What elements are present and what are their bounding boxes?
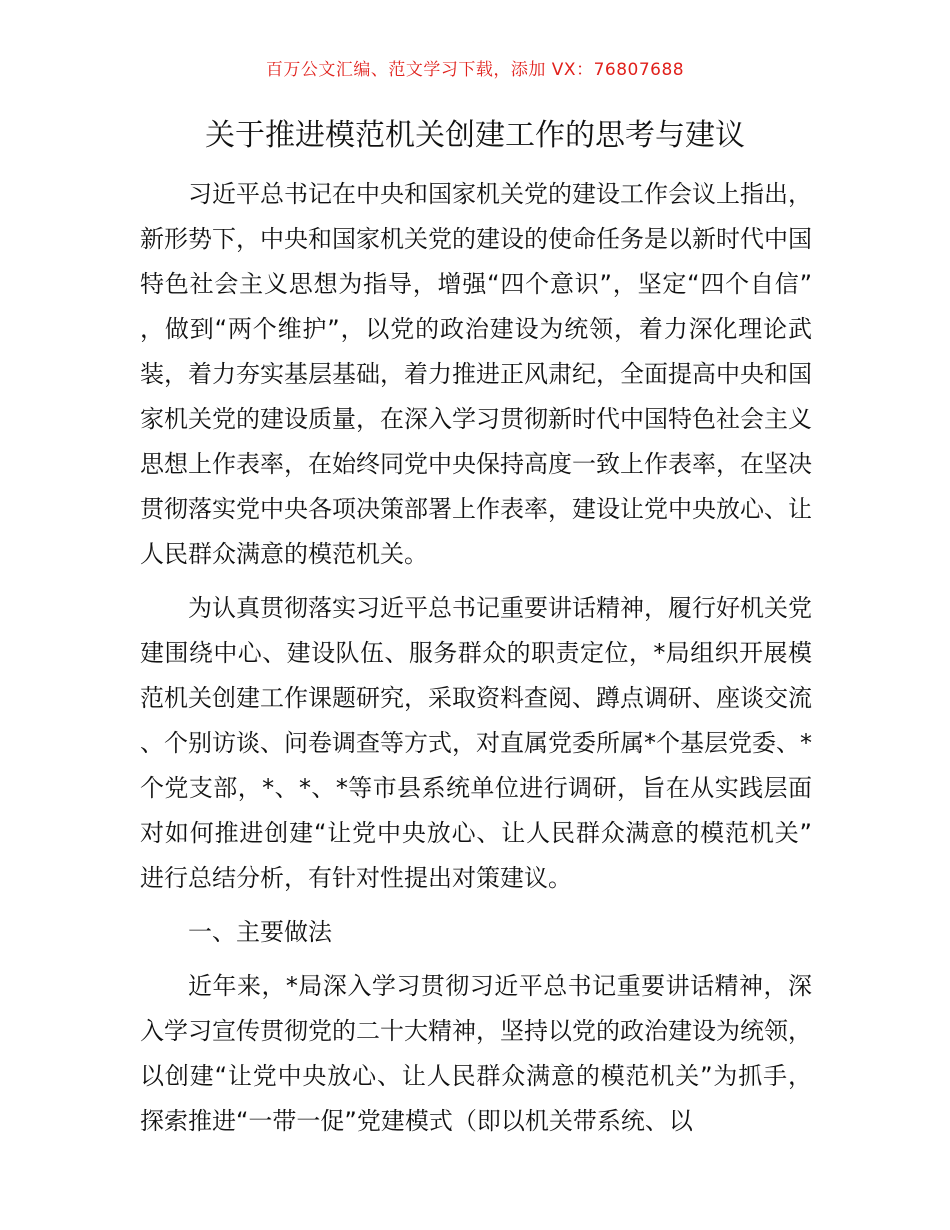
paragraph-section-one: 近年来，*局深入学习贯彻习近平总书记重要讲话精神，深入学习宣传贯彻党的二十大精神，坚持以党的政治建设为统领，以创建“让党中央放心、让人民群众满意的模范机关”为抓手，探索推进“一带一促”党建模式（即以机关带系统、以 xyxy=(140,972,812,1135)
header-banner: 百万公文汇编、范文学习下载，添加 VX：76807688 xyxy=(265,60,685,80)
paragraph-intro: 习近平总书记在中央和国家机关党的建设工作会议上指出，新形势下，中央和国家机关党的建设的使命任务是以新时代中国特色社会主义思想为指导，增强“四个意识”，坚定“四个自信”，做到“两个维护”，以党的政治建设为统领，着力深化理论武装，着力夯实基层基础，着力推进正风肃纪，全面提高中央和国家机关党的建设质量，在深入学习贯彻新时代中国特色社会主义思想上作表率，在始终同党中央保持高度一致上作表率，在坚决贯彻落实党中央各项决策部署上作表率，建设让党中央放心、让人民群众满意的模范机关。 xyxy=(140,180,812,568)
section-heading: 一、主要做法 xyxy=(188,918,332,946)
document-title: 关于推进模范机关创建工作的思考与建议 xyxy=(205,118,745,153)
document-body xyxy=(140,172,812,1144)
paragraph-research: 为认真贯彻落实习近平总书记重要讲话精神，履行好机关党建围绕中心、建设队伍、服务群众的职责定位，*局组织开展模范机关创建工作课题研究，采取资料查阅、蹲点调研、座谈交流、个别访谈、问卷调查等方式，对直属党委所属*个基层党委、*个党支部，*、*、*等市县系统单位进行调研，旨在从实践层面对如何推进创建“让党中央放心、让人民群众满意的模范机关”进行总结分析，有针对性提出对策建议。 xyxy=(140,594,812,892)
